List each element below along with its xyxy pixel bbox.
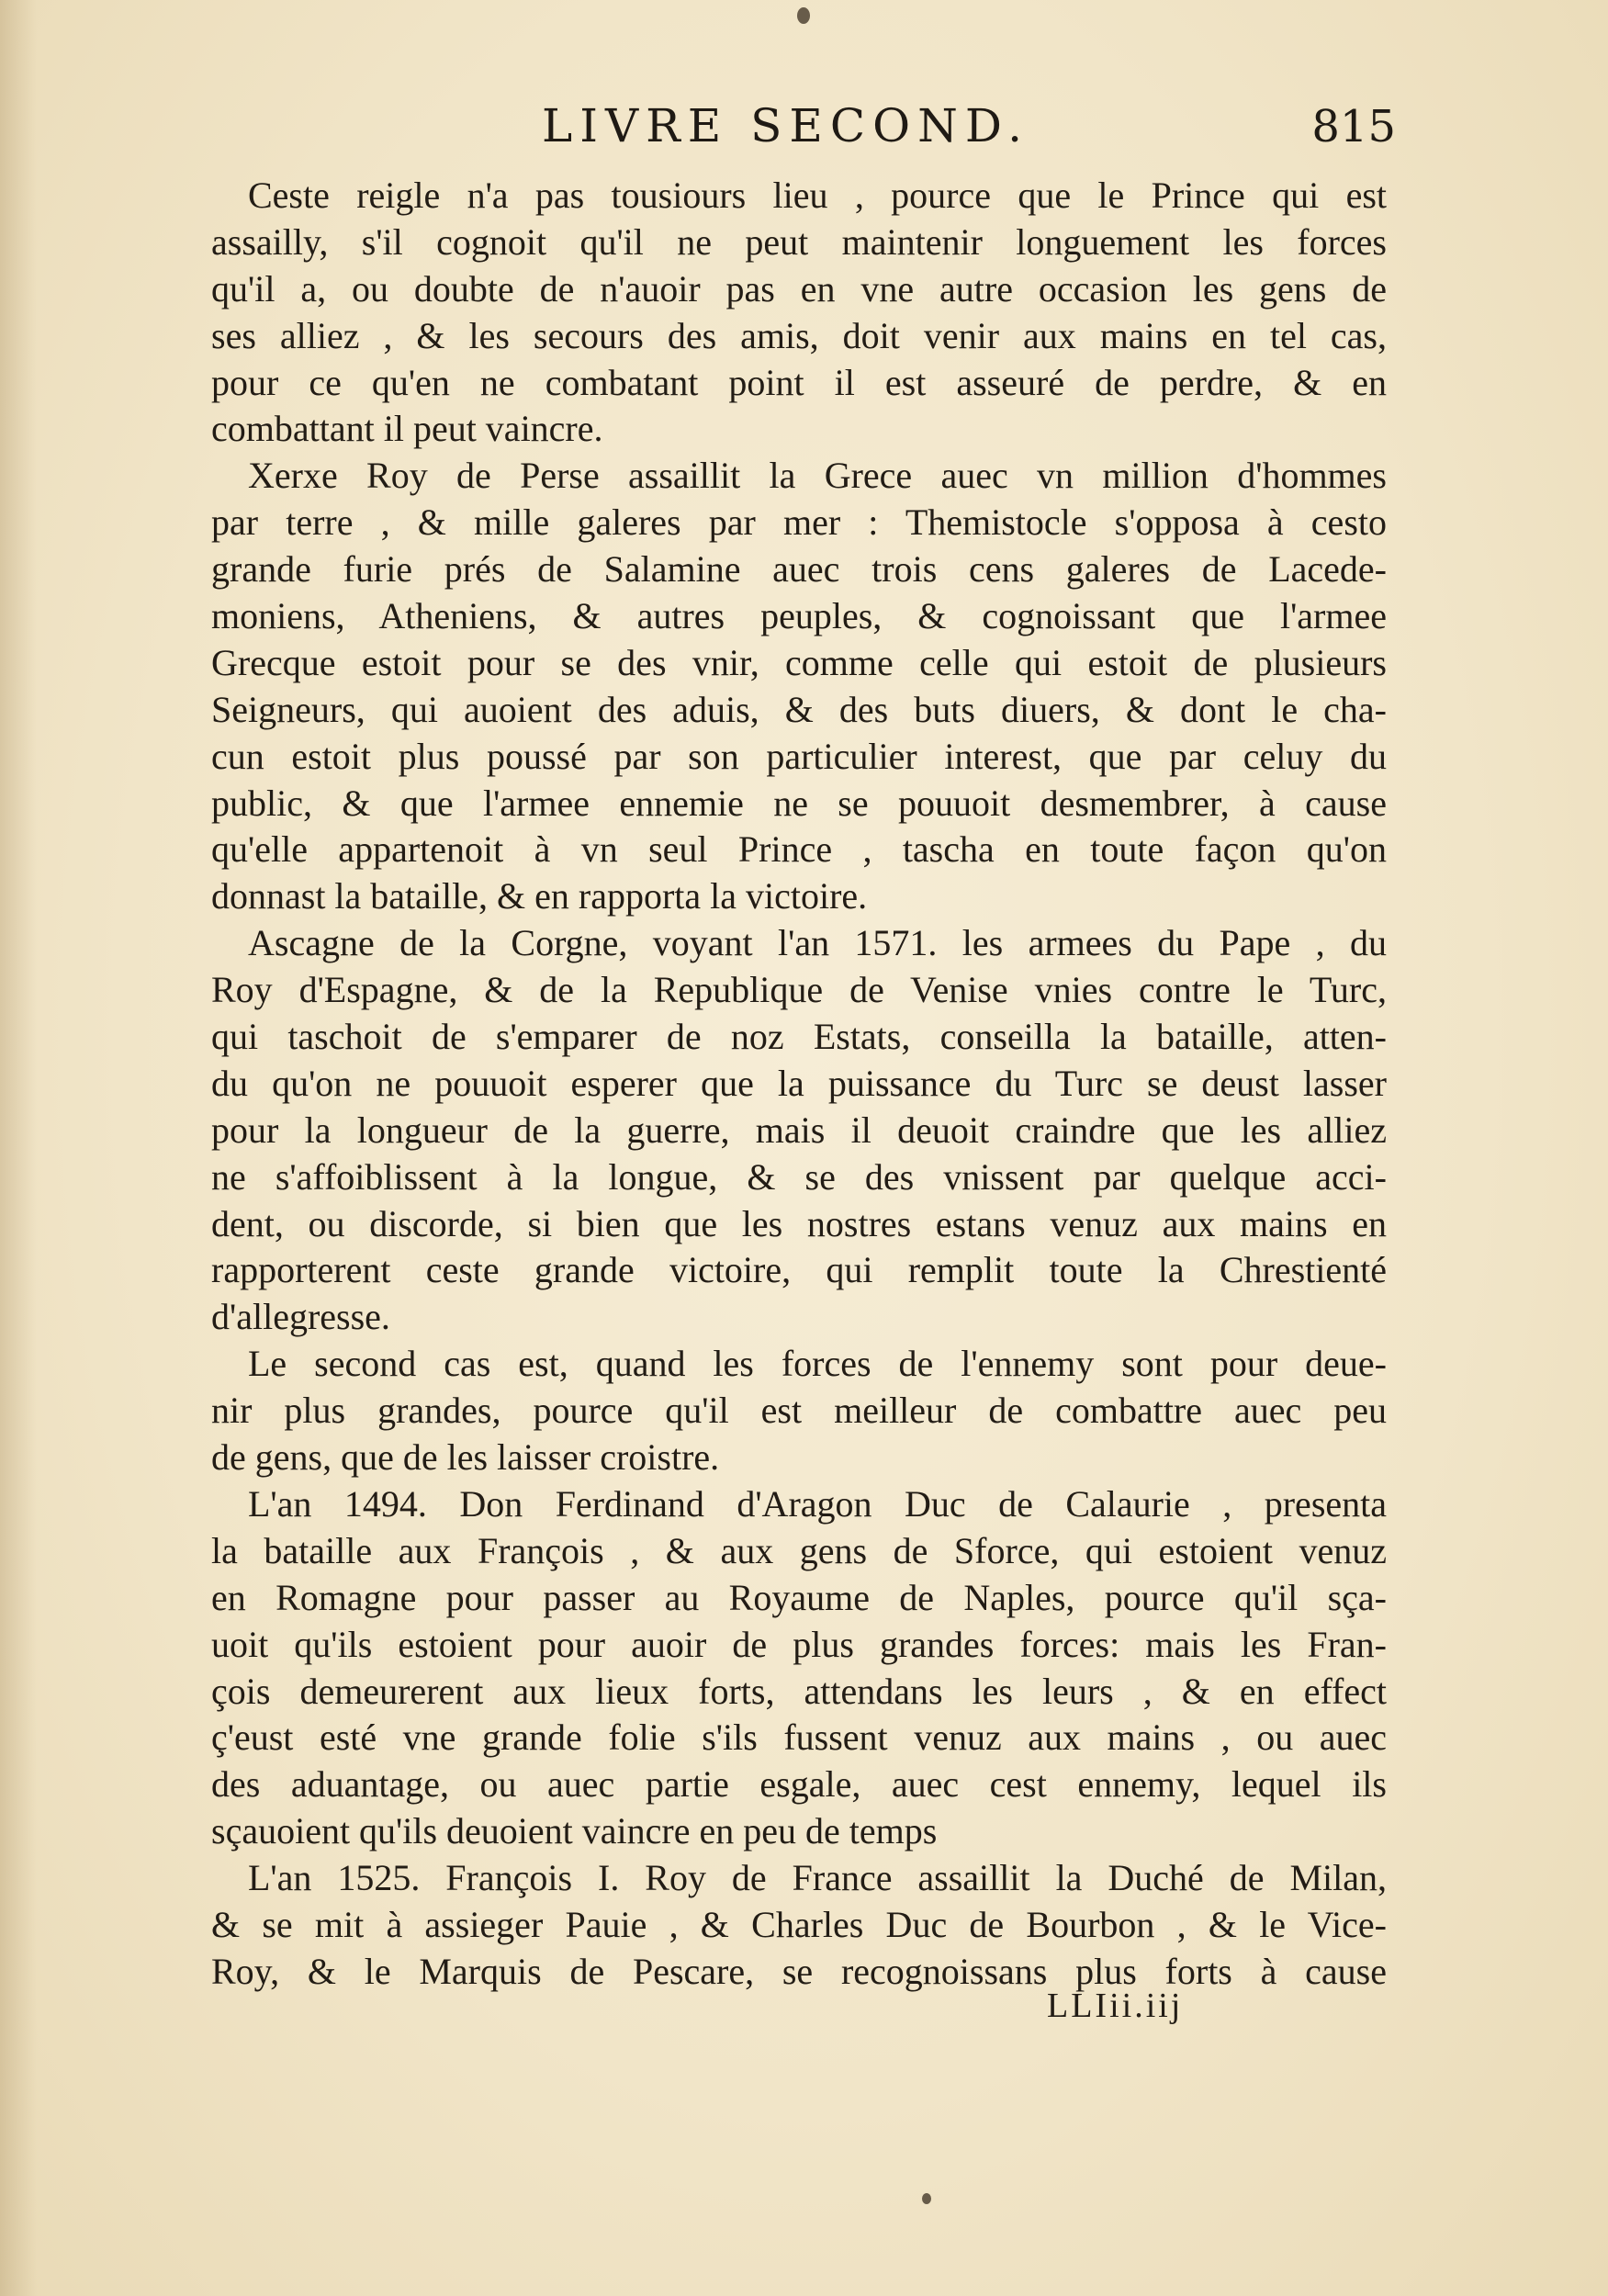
body-text [211, 173, 1387, 1996]
signature-mark: LLIii.iij [1047, 1986, 1184, 2025]
top-ornament [797, 7, 810, 24]
text-line: grande furie prés de Salamine auec trois cens galeres de Lacede- [211, 548, 1387, 591]
text-line: Roy, & le Marquis de Pescare, se recognoissans plus forts à cause [211, 1950, 1387, 1992]
text-line: d'allegresse. [211, 1296, 390, 1338]
page-header [211, 99, 1396, 163]
text-line: en Romagne pour passer au Royaume de Naples, pource qu'il sça- [211, 1576, 1387, 1618]
text-line: dent, ou discorde, si bien que les nostres estans venuz aux mains en [211, 1202, 1387, 1244]
text-line: cun estoit plus poussé par son particulier interest, que par celuy du [211, 735, 1387, 777]
text-line: pour la longueur de la guerre, mais il deuoit craindre que les alliez [211, 1109, 1387, 1151]
text-line: çois demeurerent aux lieux forts, attendans les leurs , & en effect [211, 1670, 1387, 1712]
text-line: assailly, s'il cognoit qu'il ne peut maintenir longuement les forces [211, 220, 1387, 263]
text-line: ses alliez , & les secours des amis, doit venir aux mains en tel cas, [211, 314, 1387, 356]
text-line: pour ce qu'en ne combatant point il est asseuré de perdre, & en [211, 361, 1387, 403]
text-line: Le second cas est, quand les forces de l'ennemy sont pour deue- [248, 1343, 1387, 1385]
text-line: qu'elle appartenoit à vn seul Prince , tascha en toute façon qu'on [211, 828, 1387, 871]
text-line: de gens, que de les laisser croistre. [211, 1436, 720, 1479]
bottom-ornament [922, 2193, 931, 2204]
text-line: combattant il peut vaincre. [211, 408, 603, 450]
text-line: la bataille aux François , & aux gens de Sforce, qui estoient venuz [211, 1529, 1387, 1571]
text-line: Seigneurs, qui auoient des aduis, & des buts diuers, & dont le cha- [211, 688, 1387, 730]
text-line: ne s'affoiblissent à la longue, & se des vnissent par quelque acci- [211, 1155, 1387, 1198]
text-line: donnast la bataille, & en rapporta la victoire. [211, 875, 868, 917]
text-line: Ascagne de la Corgne, voyant l'an 1571. les armees du Pape , du [248, 922, 1387, 964]
text-line: moniens, Atheniens, & autres peuples, & cognoissant que l'armee [211, 595, 1387, 637]
text-line: Xerxe Roy de Perse assaillit la Grece auec vn million d'hommes [248, 455, 1387, 497]
text-line: des aduantage, ou auec partie esgale, auec cest ennemy, lequel ils [211, 1763, 1387, 1806]
text-line: uoit qu'ils estoient pour auoir de plus grandes forces: mais les Fran- [211, 1623, 1387, 1665]
page-edge-shadow [0, 0, 37, 2296]
page-number: 815 [1311, 101, 1396, 152]
text-line: & se mit à assieger Pauie , & Charles Duc de Bourbon , & le Vice- [211, 1903, 1387, 1945]
text-line: Ceste reigle n'a pas tousiours lieu , pource que le Prince qui est [248, 174, 1387, 216]
text-line: L'an 1494. Don Ferdinand d'Aragon Duc de Calaurie , presenta [248, 1482, 1387, 1525]
text-line: Roy d'Espagne, & de la Republique de Venise vnies contre le Turc, [211, 969, 1387, 1011]
text-line: rapporterent ceste grande victoire, qui remplit toute la Chrestienté [211, 1249, 1387, 1291]
text-line: du qu'on ne pouuoit esperer que la puissance du Turc se deust lasser [211, 1062, 1387, 1104]
text-line: qui taschoit de s'emparer de noz Estats, conseilla la bataille, atten- [211, 1016, 1387, 1058]
text-line: Grecque estoit pour se des vnir, comme celle qui estoit de plusieurs [211, 641, 1387, 683]
text-line: L'an 1525. François I. Roy de France assaillit la Duché de Milan, [248, 1857, 1387, 1899]
text-line: public, & que l'armee ennemie ne se pouuoit desmembrer, à cause [211, 782, 1387, 824]
text-line: ç'eust esté vne grande folie s'ils fussent venuz aux mains , ou auec [211, 1716, 1387, 1759]
text-line: sçauoient qu'ils deuoient vaincre en peu de temps [211, 1810, 938, 1852]
running-title: LIVRE SECOND. [542, 99, 1030, 152]
text-line: par terre , & mille galeres par mer : Themistocle s'opposa à cesto [211, 501, 1387, 544]
text-line: qu'il a, ou doubte de n'auoir pas en vne autre occasion les gens de [211, 267, 1387, 310]
text-line: nir plus grandes, pource qu'il est meilleur de combattre auec peu [211, 1390, 1387, 1432]
